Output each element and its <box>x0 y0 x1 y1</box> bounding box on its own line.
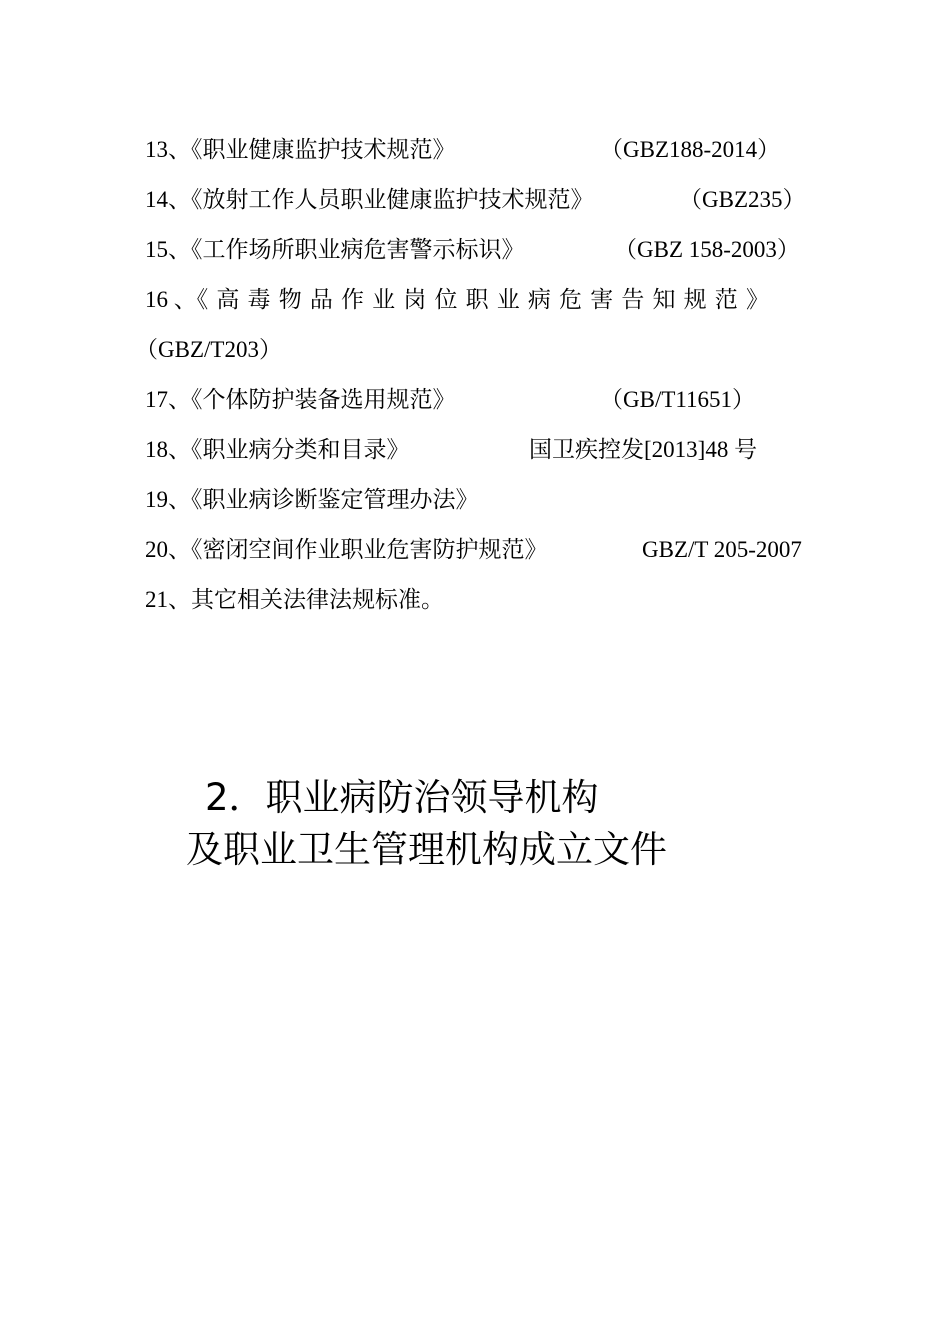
item-number: 15、 <box>145 237 191 262</box>
item-title: 《 高 毒 物 品 作 业 岗 位 职 业 病 危 害 告 知 规 范 》 <box>196 287 771 312</box>
list-item <box>145 178 825 228</box>
item-code: （GBZ188-2014） <box>600 137 781 162</box>
item-number: 21、 <box>145 587 191 612</box>
item-title: 《个体防护装备选用规范》 <box>191 387 456 412</box>
item-title: 《职业病分类和目录》 <box>191 437 410 462</box>
item-title: 《密闭空间作业职业危害防护规范》 <box>191 537 548 562</box>
list-item <box>145 528 825 578</box>
section-heading-line2: 及职业卫生管理机构成立文件 <box>186 828 667 871</box>
item-number: 19、 <box>145 487 191 512</box>
item-title: 《职业病诊断鉴定管理办法》 <box>191 487 479 512</box>
item-code: 国卫疾控发[2013]48 号 <box>529 437 758 462</box>
item-code: （GBZ235） <box>679 187 806 212</box>
list-item <box>145 128 825 178</box>
list-item-continuation <box>135 328 825 378</box>
list-item <box>145 428 825 478</box>
item-number: 17、 <box>145 387 191 412</box>
item-code: （GBZ/T203） <box>135 337 282 362</box>
item-code: （GBZ 158-2003） <box>614 237 800 262</box>
item-number: 14、 <box>145 187 191 212</box>
reference-list <box>135 128 825 628</box>
item-title: 其它相关法律法规标准。 <box>191 587 444 612</box>
item-number: 13、 <box>145 137 191 162</box>
list-item <box>145 578 825 628</box>
item-code: GBZ/T 205-2007 <box>642 537 802 562</box>
item-title: 《工作场所职业病危害警示标识》 <box>191 237 525 262</box>
list-item <box>145 478 825 528</box>
item-title: 《放射工作人员职业健康监护技术规范》 <box>191 187 594 212</box>
item-number: 16 、 <box>145 287 197 312</box>
item-number: 20、 <box>145 537 191 562</box>
list-item <box>145 228 825 278</box>
list-item <box>145 378 825 428</box>
item-number: 18、 <box>145 437 191 462</box>
item-title: 《职业健康监护技术规范》 <box>191 137 456 162</box>
section-heading-line1: 2．职业病防治领导机构 <box>205 776 599 819</box>
list-item <box>145 278 825 328</box>
item-code: （GB/T11651） <box>600 387 756 412</box>
